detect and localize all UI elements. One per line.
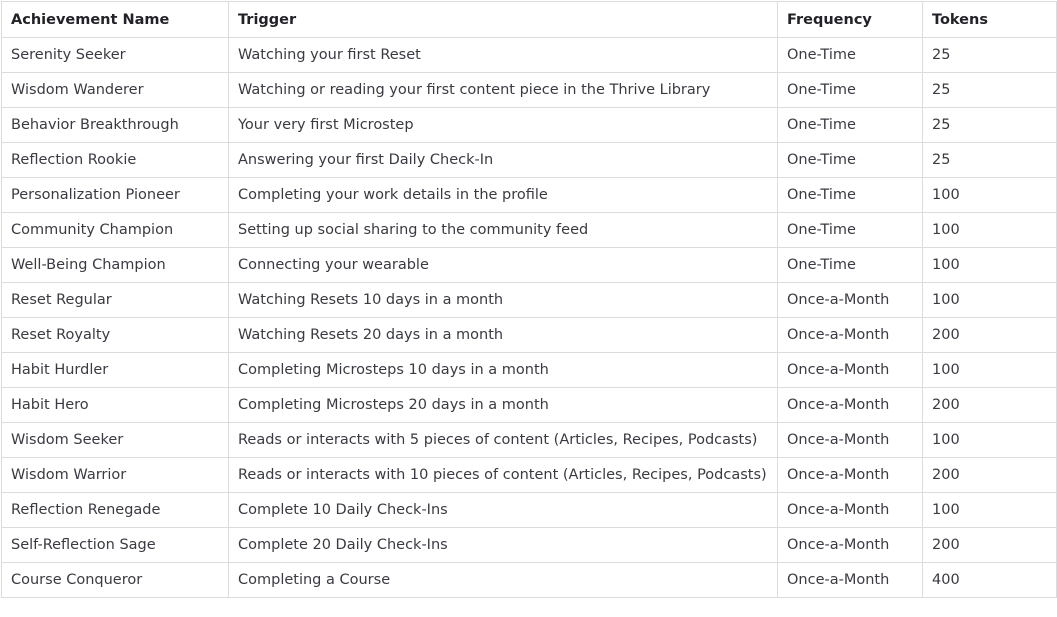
cell-frequency: One-Time bbox=[778, 38, 923, 73]
cell-achievement-name: Serenity Seeker bbox=[2, 38, 229, 73]
cell-achievement-name: Habit Hero bbox=[2, 388, 229, 423]
cell-tokens: 100 bbox=[923, 353, 1057, 388]
cell-tokens: 100 bbox=[923, 283, 1057, 318]
cell-tokens: 25 bbox=[923, 38, 1057, 73]
achievements-table bbox=[1, 1, 1057, 598]
cell-frequency: Once-a-Month bbox=[778, 458, 923, 493]
cell-tokens: 100 bbox=[923, 493, 1057, 528]
cell-frequency: One-Time bbox=[778, 213, 923, 248]
cell-frequency: One-Time bbox=[778, 248, 923, 283]
cell-achievement-name: Habit Hurdler bbox=[2, 353, 229, 388]
header-tokens: Tokens bbox=[923, 2, 1057, 38]
cell-frequency: Once-a-Month bbox=[778, 283, 923, 318]
cell-achievement-name: Wisdom Seeker bbox=[2, 423, 229, 458]
table-row bbox=[2, 283, 1057, 318]
table-row bbox=[2, 353, 1057, 388]
table-row bbox=[2, 178, 1057, 213]
cell-trigger: Completing Microsteps 20 days in a month bbox=[229, 388, 778, 423]
cell-frequency: One-Time bbox=[778, 108, 923, 143]
table-row bbox=[2, 38, 1057, 73]
cell-trigger: Completing your work details in the profile bbox=[229, 178, 778, 213]
cell-tokens: 25 bbox=[923, 108, 1057, 143]
header-frequency: Frequency bbox=[778, 2, 923, 38]
cell-trigger: Watching Resets 20 days in a month bbox=[229, 318, 778, 353]
header-achievement-name: Achievement Name bbox=[2, 2, 229, 38]
table-row bbox=[2, 563, 1057, 598]
cell-frequency: One-Time bbox=[778, 143, 923, 178]
cell-trigger: Complete 10 Daily Check-Ins bbox=[229, 493, 778, 528]
cell-trigger: Setting up social sharing to the community feed bbox=[229, 213, 778, 248]
cell-achievement-name: Reset Royalty bbox=[2, 318, 229, 353]
cell-frequency: Once-a-Month bbox=[778, 528, 923, 563]
cell-trigger: Reads or interacts with 10 pieces of content (Articles, Recipes, Podcasts) bbox=[229, 458, 778, 493]
cell-achievement-name: Wisdom Warrior bbox=[2, 458, 229, 493]
cell-tokens: 200 bbox=[923, 528, 1057, 563]
cell-achievement-name: Reflection Renegade bbox=[2, 493, 229, 528]
table-header-row bbox=[2, 2, 1057, 38]
cell-achievement-name: Community Champion bbox=[2, 213, 229, 248]
cell-trigger: Completing Microsteps 10 days in a month bbox=[229, 353, 778, 388]
table-row bbox=[2, 528, 1057, 563]
table-row bbox=[2, 318, 1057, 353]
cell-tokens: 100 bbox=[923, 248, 1057, 283]
cell-tokens: 100 bbox=[923, 423, 1057, 458]
cell-frequency: One-Time bbox=[778, 178, 923, 213]
cell-tokens: 100 bbox=[923, 178, 1057, 213]
cell-achievement-name: Well-Being Champion bbox=[2, 248, 229, 283]
table-row bbox=[2, 248, 1057, 283]
cell-frequency: Once-a-Month bbox=[778, 493, 923, 528]
cell-frequency: Once-a-Month bbox=[778, 318, 923, 353]
table-row bbox=[2, 493, 1057, 528]
cell-tokens: 25 bbox=[923, 73, 1057, 108]
cell-tokens: 200 bbox=[923, 318, 1057, 353]
cell-tokens: 400 bbox=[923, 563, 1057, 598]
table-body bbox=[2, 38, 1057, 598]
cell-trigger: Connecting your wearable bbox=[229, 248, 778, 283]
table-row bbox=[2, 73, 1057, 108]
cell-trigger: Answering your first Daily Check-In bbox=[229, 143, 778, 178]
table-row bbox=[2, 458, 1057, 493]
cell-trigger: Reads or interacts with 5 pieces of content (Articles, Recipes, Podcasts) bbox=[229, 423, 778, 458]
cell-achievement-name: Reflection Rookie bbox=[2, 143, 229, 178]
cell-achievement-name: Behavior Breakthrough bbox=[2, 108, 229, 143]
cell-trigger: Watching or reading your first content piece in the Thrive Library bbox=[229, 73, 778, 108]
table-row bbox=[2, 213, 1057, 248]
cell-frequency: Once-a-Month bbox=[778, 388, 923, 423]
cell-tokens: 25 bbox=[923, 143, 1057, 178]
cell-tokens: 100 bbox=[923, 213, 1057, 248]
cell-achievement-name: Self-Reflection Sage bbox=[2, 528, 229, 563]
cell-achievement-name: Reset Regular bbox=[2, 283, 229, 318]
cell-trigger: Complete 20 Daily Check-Ins bbox=[229, 528, 778, 563]
table-row bbox=[2, 143, 1057, 178]
cell-frequency: Once-a-Month bbox=[778, 563, 923, 598]
cell-trigger: Watching your first Reset bbox=[229, 38, 778, 73]
table-row bbox=[2, 423, 1057, 458]
cell-frequency: One-Time bbox=[778, 73, 923, 108]
cell-trigger: Your very first Microstep bbox=[229, 108, 778, 143]
cell-tokens: 200 bbox=[923, 388, 1057, 423]
header-trigger: Trigger bbox=[229, 2, 778, 38]
cell-frequency: Once-a-Month bbox=[778, 423, 923, 458]
cell-trigger: Watching Resets 10 days in a month bbox=[229, 283, 778, 318]
cell-achievement-name: Wisdom Wanderer bbox=[2, 73, 229, 108]
cell-achievement-name: Personalization Pioneer bbox=[2, 178, 229, 213]
cell-tokens: 200 bbox=[923, 458, 1057, 493]
cell-trigger: Completing a Course bbox=[229, 563, 778, 598]
cell-frequency: Once-a-Month bbox=[778, 353, 923, 388]
cell-achievement-name: Course Conqueror bbox=[2, 563, 229, 598]
table-row bbox=[2, 108, 1057, 143]
table-row bbox=[2, 388, 1057, 423]
